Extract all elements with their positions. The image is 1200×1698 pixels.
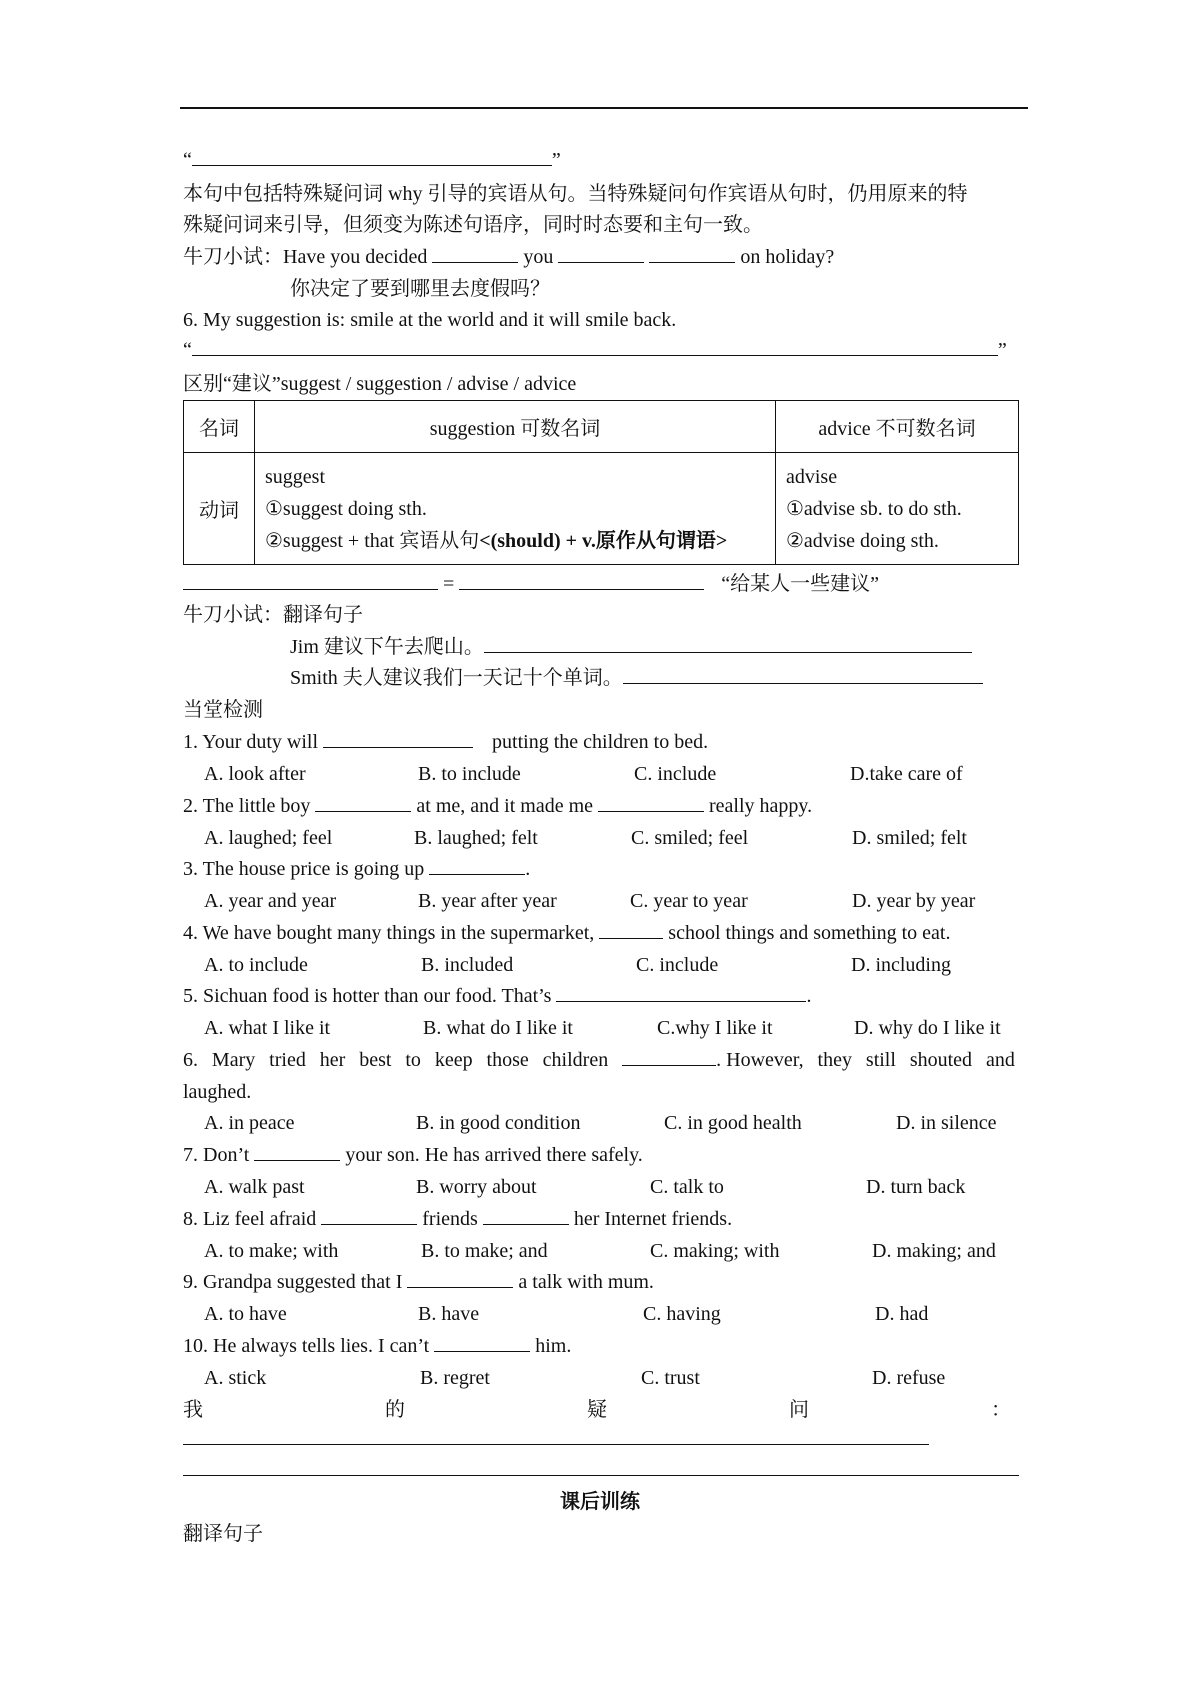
question-2: 2. The little boy at me, and it made me really happy. bbox=[183, 795, 813, 817]
explanation-line-2: 殊疑问词来引导，但须变为陈述句语序，同时时态要和主句一致。 bbox=[183, 214, 763, 236]
option-d[interactable]: D. including bbox=[851, 954, 951, 976]
answer-blank[interactable] bbox=[459, 571, 704, 590]
option-c[interactable]: C. making; with bbox=[650, 1240, 780, 1262]
answer-blank[interactable] bbox=[622, 1047, 716, 1066]
row-label-verb: 动词 bbox=[184, 453, 255, 565]
cell-suggest: suggest ①suggest doing sth. ②suggest + that 宾语从句<(should) + v.原作从句谓语> bbox=[255, 453, 776, 565]
quote-blank-line bbox=[183, 146, 561, 174]
answer-blank[interactable] bbox=[649, 244, 735, 263]
option-b[interactable]: B. what do I like it bbox=[423, 1017, 573, 1039]
compare-title: 区别“建议”suggest / suggestion / advise / advice bbox=[183, 373, 577, 395]
option-d[interactable]: D. turn back bbox=[866, 1176, 966, 1198]
option-a[interactable]: A. year and year bbox=[204, 890, 337, 912]
option-d[interactable]: D. refuse bbox=[872, 1367, 946, 1389]
section-subtitle: 翻译句子 bbox=[183, 1523, 263, 1545]
answer-blank[interactable] bbox=[556, 983, 806, 1002]
answer-blank[interactable] bbox=[254, 1142, 340, 1161]
answer-blank[interactable] bbox=[192, 147, 552, 166]
option-b[interactable]: B. included bbox=[421, 954, 514, 976]
question-6: 6. Mary tried her best to keep those children . However, they still shouted and bbox=[183, 1049, 1015, 1071]
question-7: 7. Don’t your son. He has arrived there safely. bbox=[183, 1144, 643, 1166]
option-b[interactable]: B. laughed; felt bbox=[414, 827, 538, 849]
answer-blank[interactable] bbox=[192, 337, 998, 356]
option-b[interactable]: B. have bbox=[418, 1303, 480, 1325]
option-a[interactable]: A. to make; with bbox=[204, 1240, 339, 1262]
option-a[interactable]: A. look after bbox=[204, 763, 306, 785]
question-1: 1. Your duty will putting the children to bed. bbox=[183, 731, 709, 753]
option-c[interactable]: C. smiled; feel bbox=[631, 827, 749, 849]
answer-blank[interactable] bbox=[484, 634, 972, 653]
point6-sentence: 6. My suggestion is: smile at the world and it will smile back. bbox=[183, 309, 677, 331]
answer-blank[interactable] bbox=[429, 856, 525, 875]
answer-blank[interactable] bbox=[599, 920, 663, 939]
option-c[interactable]: C. in good health bbox=[664, 1112, 802, 1134]
question-4: 4. We have bought many things in the supermarket, school things and something to eat. bbox=[183, 922, 951, 944]
option-c[interactable]: C. talk to bbox=[650, 1176, 724, 1198]
quote-open: “ bbox=[183, 149, 192, 171]
quote-close: ” bbox=[551, 149, 561, 171]
translate-item-1: Jim 建议下午去爬山。 bbox=[290, 633, 972, 661]
answer-blank[interactable] bbox=[623, 665, 983, 684]
question-10: 10. He always tells lies. I can’t him. bbox=[183, 1335, 572, 1357]
answer-blank[interactable] bbox=[323, 729, 473, 748]
comparison-table bbox=[183, 400, 1019, 565]
explanation-line-1: 本句中包括特殊疑问词 why 引导的宾语从句。当特殊疑问句作宾语从句时，仍用原来的特 bbox=[183, 183, 968, 205]
option-b[interactable]: B. in good condition bbox=[416, 1112, 581, 1134]
table-row bbox=[184, 453, 1019, 565]
option-a[interactable]: A. laughed; feel bbox=[204, 827, 333, 849]
option-c[interactable]: C. include bbox=[634, 763, 717, 785]
table-row bbox=[184, 401, 1019, 453]
practice-line: 牛刀小试：Have you decided you on holiday? bbox=[183, 246, 835, 268]
row-label-noun: 名词 bbox=[184, 401, 255, 453]
option-b[interactable]: B. regret bbox=[420, 1367, 490, 1389]
answer-blank[interactable] bbox=[434, 1333, 530, 1352]
answer-blank[interactable] bbox=[483, 1206, 569, 1225]
my-question-label: 我 的 疑 问 ： bbox=[183, 1399, 1011, 1421]
cell-advise: advise ①advise sb. to do sth. ②advise doing sth. bbox=[776, 453, 1019, 565]
option-b[interactable]: B. worry about bbox=[416, 1176, 537, 1198]
option-c[interactable]: C. year to year bbox=[630, 890, 748, 912]
option-c[interactable]: C. trust bbox=[641, 1367, 700, 1389]
question-9: 9. Grandpa suggested that I a talk with mum. bbox=[183, 1271, 654, 1293]
option-a[interactable]: A. what I like it bbox=[204, 1017, 331, 1039]
header-rule bbox=[180, 107, 1028, 109]
option-d[interactable]: D. why do I like it bbox=[854, 1017, 1001, 1039]
quiz-title: 当堂检测 bbox=[183, 699, 263, 721]
my-question-answer-line[interactable] bbox=[183, 1475, 1019, 1476]
option-d[interactable]: D. making; and bbox=[872, 1240, 996, 1262]
option-c[interactable]: C. include bbox=[636, 954, 719, 976]
practice-translation: 你决定了要到哪里去度假吗？ bbox=[290, 278, 550, 300]
answer-blank[interactable] bbox=[321, 1206, 417, 1225]
option-d[interactable]: D. year by year bbox=[852, 890, 976, 912]
question-8: 8. Liz feel afraid friends her Internet friends. bbox=[183, 1208, 733, 1230]
option-d[interactable]: D. had bbox=[875, 1303, 929, 1325]
option-b[interactable]: B. to include bbox=[418, 763, 521, 785]
question-3: 3. The house price is going up . bbox=[183, 858, 531, 880]
point6-quote-blank: “ ” bbox=[183, 339, 1007, 361]
question-5: 5. Sichuan food is hotter than our food. That’s . bbox=[183, 985, 812, 1007]
option-b[interactable]: B. year after year bbox=[418, 890, 557, 912]
answer-blank[interactable] bbox=[315, 793, 411, 812]
option-d[interactable]: D.take care of bbox=[850, 763, 963, 785]
my-question-answer-line[interactable] bbox=[183, 1444, 929, 1445]
option-a[interactable]: A. walk past bbox=[204, 1176, 305, 1198]
question-6-cont: laughed. bbox=[183, 1081, 252, 1103]
option-a[interactable]: A. to have bbox=[204, 1303, 287, 1325]
cell-advice: advice 不可数名词 bbox=[776, 401, 1019, 453]
option-c[interactable]: C. having bbox=[643, 1303, 721, 1325]
option-b[interactable]: B. to make; and bbox=[421, 1240, 548, 1262]
option-d[interactable]: D. in silence bbox=[896, 1112, 997, 1134]
section-title: 课后训练 bbox=[560, 1491, 640, 1513]
answer-blank[interactable] bbox=[183, 571, 438, 590]
option-a[interactable]: A. in peace bbox=[204, 1112, 295, 1134]
answer-blank[interactable] bbox=[407, 1269, 513, 1288]
equals-line: = “给某人一些建议” bbox=[183, 570, 879, 598]
answer-blank[interactable] bbox=[598, 793, 704, 812]
answer-blank[interactable] bbox=[432, 244, 518, 263]
cell-suggestion: suggestion 可数名词 bbox=[255, 401, 776, 453]
option-a[interactable]: A. stick bbox=[204, 1367, 267, 1389]
translate-item-2: Smith 夫人建议我们一天记十个单词。 bbox=[290, 664, 983, 692]
translate-label: 牛刀小试：翻译句子 bbox=[183, 604, 363, 626]
answer-blank[interactable] bbox=[558, 244, 644, 263]
option-a[interactable]: A. to include bbox=[204, 954, 308, 976]
option-d[interactable]: D. smiled; felt bbox=[852, 827, 967, 849]
option-c[interactable]: C.why I like it bbox=[657, 1017, 773, 1039]
